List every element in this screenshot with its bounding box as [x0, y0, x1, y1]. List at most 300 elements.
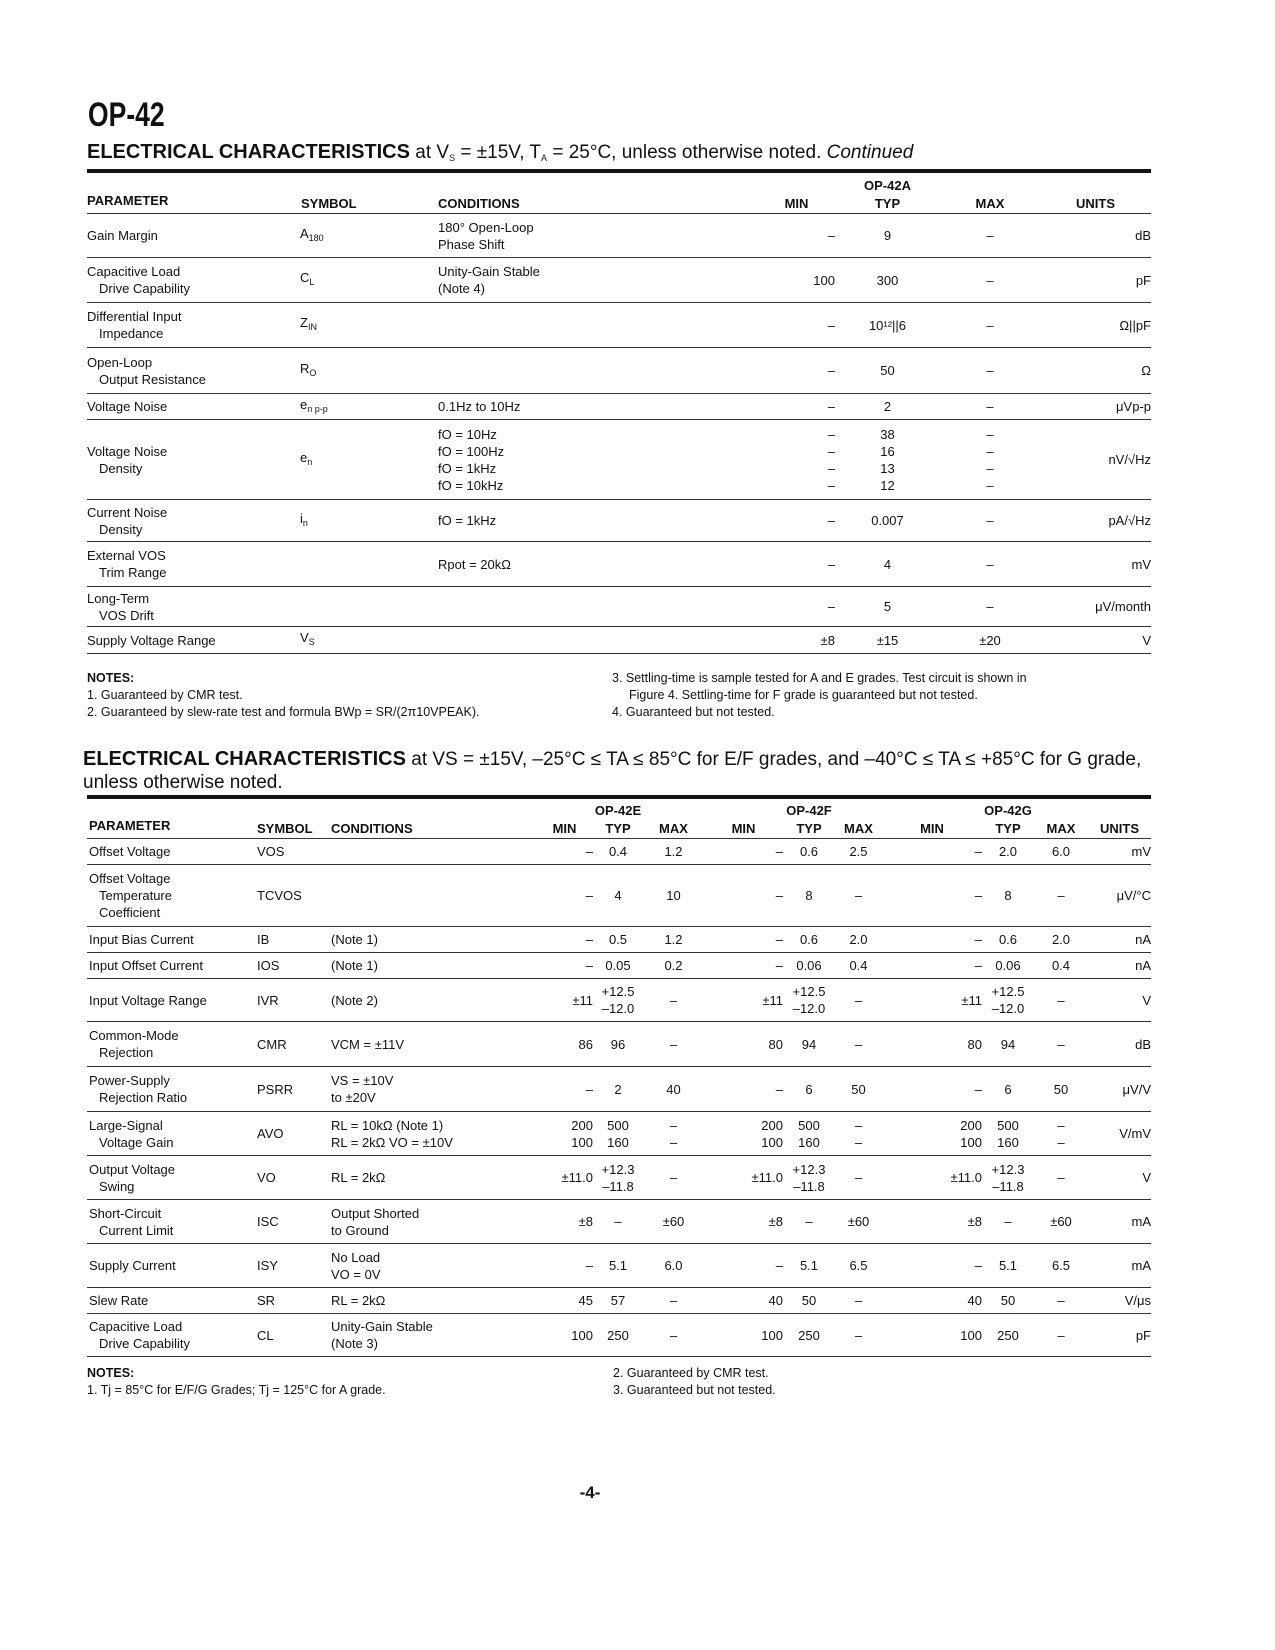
- max-f-cell-line: 2.0: [849, 932, 868, 947]
- parameter-line: Output Voltage: [89, 1161, 176, 1177]
- condition-line: (Note 4): [438, 281, 485, 296]
- units-cell: nA: [1088, 953, 1151, 979]
- max-g-cell-line: 0.4: [1051, 958, 1071, 973]
- parameter-line: Offset Voltage: [89, 871, 171, 886]
- conditions-cell: [438, 258, 758, 303]
- conditions-cell-line: Unity-Gain Stable: [331, 1319, 433, 1334]
- conditions-cell: [331, 1022, 536, 1067]
- conditions-cell-line: VO = 0V: [331, 1266, 381, 1282]
- min-cell: –: [758, 394, 835, 420]
- symbol-cell: CL: [257, 1314, 331, 1357]
- typ-e-cell-line: –: [614, 1214, 622, 1229]
- units-cell: mV: [1040, 542, 1151, 587]
- min-f-cell-line: –: [775, 932, 783, 947]
- parameter-line: Offset Voltage: [89, 844, 171, 859]
- min-f-cell: [704, 953, 783, 979]
- max-cell: –: [940, 542, 1040, 587]
- note-3-cont: Figure 4. Settling-time for F grade is guaranteed but not tested.: [629, 688, 978, 702]
- typ-e-cell-line: 4: [614, 888, 622, 903]
- header-typ-f: TYP: [783, 818, 835, 839]
- min-f-cell: [704, 979, 783, 1022]
- parameter-cell: [87, 542, 300, 587]
- max-f-cell-line: –: [854, 1117, 863, 1133]
- header-parameter: PARAMETER: [87, 193, 300, 214]
- header-min: MIN: [758, 193, 835, 214]
- section1-cond-s: S: [449, 153, 456, 163]
- typ-e-cell-line: 0.4: [608, 844, 628, 859]
- typ-cell: 300: [835, 258, 940, 303]
- min-cell-line: –: [827, 460, 835, 476]
- header-conditions: CONDITIONS: [331, 818, 536, 839]
- symbol-cell: AVO: [257, 1112, 331, 1156]
- symbol: $i_n$: [300, 510, 308, 528]
- table-row: [87, 542, 1151, 587]
- typ-cell-line: 16: [880, 443, 895, 459]
- max-cell-line: –: [986, 460, 994, 476]
- op42efg-spec-table: [87, 803, 1151, 1357]
- parameter-line: Power-Supply: [89, 1073, 170, 1088]
- parameter-cell: [87, 258, 300, 303]
- max-f-cell-line: 0.4: [849, 958, 868, 973]
- units-cell: Ω||pF: [1040, 303, 1151, 348]
- table-row: [87, 1200, 1151, 1244]
- typ-f-cell-line: +12.5: [792, 984, 826, 999]
- parameter-line: Capacitive Load: [87, 264, 181, 279]
- section1-title: [87, 141, 913, 164]
- typ-g-cell: [982, 1244, 1034, 1288]
- units-cell: μV/month: [1040, 587, 1151, 627]
- max-g-cell: [1034, 1112, 1088, 1156]
- parameter-line: Current Limit: [99, 1222, 174, 1238]
- min-f-cell: [704, 839, 783, 865]
- max-e-cell-line: 40: [666, 1081, 681, 1097]
- parameter-cell: [87, 303, 300, 348]
- max-e-cell-line: –: [669, 1170, 678, 1185]
- symbol: $C_L$: [300, 270, 315, 287]
- max-g-cell-line: –: [1057, 1036, 1065, 1052]
- typ-g-cell-line: 160: [997, 1134, 1019, 1150]
- min-g-cell: [882, 953, 982, 979]
- typ-e-cell: [593, 1244, 643, 1288]
- min-g-cell-line: ±8: [967, 1214, 982, 1229]
- typ-e-cell: [593, 953, 643, 979]
- typ-g-cell-line: 0.06: [995, 958, 1021, 973]
- conditions-cell: [438, 214, 758, 258]
- table-header-row: [87, 193, 1151, 214]
- conditions-cell: [331, 1067, 536, 1112]
- typ-cell-line: 38: [880, 426, 895, 442]
- max-cell: –: [940, 394, 1040, 420]
- parameter-line: Swing: [99, 1178, 135, 1194]
- conditions-cell: [438, 500, 758, 542]
- max-g-cell-line: 50: [1053, 1081, 1069, 1097]
- table-row: [87, 1244, 1151, 1288]
- units-cell: μV/°C: [1088, 865, 1151, 927]
- min-e-cell: [536, 839, 593, 865]
- min-cell: –: [758, 542, 835, 587]
- symbol-cell: [300, 258, 438, 303]
- min-g-cell: [882, 865, 982, 927]
- parameter-line: Impedance: [99, 326, 164, 341]
- symbol: $A_{180}$: [300, 225, 324, 243]
- parameter-cell: [87, 979, 257, 1022]
- conditions-cell-line: VCM = ±11V: [331, 1036, 405, 1052]
- symbol-cell: [300, 394, 438, 420]
- max-f-cell: [835, 1067, 882, 1112]
- min-f-cell-line: –: [775, 844, 783, 859]
- typ-f-cell: [783, 865, 835, 927]
- min-g-cell: [882, 1022, 982, 1067]
- max-f-cell: [835, 1200, 882, 1244]
- typ-g-cell: [982, 1200, 1034, 1244]
- min-f-cell-line: –: [775, 958, 783, 973]
- max-f-cell-line: –: [854, 1134, 863, 1150]
- units-cell: pF: [1040, 258, 1151, 303]
- section2-cond: at VS = ±15V, –25°C ≤ TA ≤ 85°C for E/F grades, and –40°C ≤ TA ≤ +85°C for G grade,: [405, 749, 1142, 770]
- max-e-cell: [643, 1022, 704, 1067]
- parameter-cell: [87, 348, 300, 394]
- min-cell: –: [758, 214, 835, 258]
- typ-f-cell: [783, 1156, 835, 1200]
- header-symbol: SYMBOL: [300, 193, 438, 214]
- header-conditions: CONDITIONS: [438, 193, 758, 214]
- typ-e-cell: [593, 1022, 643, 1067]
- conditions-cell-line: fO = 100Hz: [438, 443, 505, 459]
- typ-g-cell-line: 2.0: [998, 844, 1018, 859]
- max-g-cell-line: –: [1057, 1134, 1065, 1150]
- note-1: 1. Guaranteed by CMR test.: [87, 688, 243, 702]
- max-cell-line: –: [986, 426, 994, 442]
- max-e-cell: [643, 865, 704, 927]
- typ-f-cell-line: +12.3: [792, 1161, 826, 1177]
- max-g-cell-line: 6.5: [1051, 1258, 1071, 1273]
- max-f-cell: [835, 1156, 882, 1200]
- typ-cell: 10¹²||6: [835, 303, 940, 348]
- typ-cell: [835, 420, 940, 500]
- parameter-line: Long-Term: [87, 590, 150, 606]
- min-cell-line: –: [827, 426, 835, 442]
- max-f-cell-line: –: [854, 888, 863, 903]
- parameter-line: Voltage Noise: [87, 443, 168, 459]
- parameter-line: Input Offset Current: [89, 958, 203, 973]
- symbol-cell: [300, 420, 438, 500]
- header-typ-e: TYP: [593, 818, 643, 839]
- symbol-cell: [300, 303, 438, 348]
- table-row: [87, 927, 1151, 953]
- parameter-line: Drive Capability: [99, 281, 191, 296]
- units-cell: pF: [1088, 1314, 1151, 1357]
- symbol-cell: VO: [257, 1156, 331, 1200]
- max-f-cell: [835, 1244, 882, 1288]
- conditions-cell: [331, 1244, 536, 1288]
- parameter-line: Rejection Ratio: [99, 1090, 188, 1105]
- min-g-cell: [882, 979, 982, 1022]
- parameter-cell: [87, 927, 257, 953]
- min-g-cell-line: 200: [960, 1117, 982, 1133]
- max-e-cell-line: 0.2: [664, 958, 683, 973]
- typ-g-cell-line: 250: [997, 1327, 1019, 1343]
- header-units: UNITS: [1088, 818, 1151, 839]
- typ-cell: 50: [835, 348, 940, 394]
- note-tj: 1. Tj = 85°C for E/F/G Grades; Tj = 125°C for A grade.: [87, 1383, 386, 1397]
- typ-f-cell-line: –11.8: [793, 1178, 825, 1194]
- symbol-cell: IVR: [257, 979, 331, 1022]
- conditions-cell: [331, 1156, 536, 1200]
- conditions-cell: [438, 394, 758, 420]
- table-group-row: [87, 176, 1151, 193]
- symbol-cell: [300, 500, 438, 542]
- table-row: [87, 1112, 1151, 1156]
- symbol: $e_n$: [300, 449, 313, 467]
- max-e-cell-line: –: [669, 1117, 678, 1133]
- symbol-cell: ISY: [257, 1244, 331, 1288]
- units-cell: pA/√Hz: [1040, 500, 1151, 542]
- header-min-e: MIN: [536, 818, 593, 839]
- typ-e-cell-line: 96: [610, 1036, 626, 1052]
- conditions-cell: [438, 542, 758, 587]
- min-e-cell-line: 100: [571, 1327, 593, 1343]
- conditions-cell: [331, 839, 536, 865]
- section2-notes-left: [87, 1365, 386, 1399]
- symbol: $R_O$: [300, 360, 317, 378]
- min-g-cell: [882, 1112, 982, 1156]
- max-cell: –: [940, 348, 1040, 394]
- max-f-cell-line: –: [854, 1036, 863, 1052]
- typ-g-cell-line: 5.1: [998, 1258, 1018, 1273]
- max-g-cell: [1034, 1288, 1088, 1314]
- min-e-cell: [536, 1112, 593, 1156]
- typ-g-cell: [982, 1067, 1034, 1112]
- max-e-cell: [643, 979, 704, 1022]
- typ-f-cell: [783, 1112, 835, 1156]
- header-units: UNITS: [1040, 193, 1151, 214]
- typ-f-cell: [783, 927, 835, 953]
- max-f-cell: [835, 865, 882, 927]
- max-g-cell: [1034, 1200, 1088, 1244]
- max-cell-line: –: [986, 477, 994, 493]
- typ-f-cell-line: 5.1: [799, 1258, 819, 1273]
- min-f-cell: [704, 1112, 783, 1156]
- parameter-line: Open-Loop: [87, 354, 153, 370]
- parameter-cell: [87, 587, 300, 627]
- max-e-cell-line: ±60: [662, 1214, 685, 1229]
- max-e-cell-line: –: [669, 1327, 678, 1343]
- min-e-cell: [536, 1022, 593, 1067]
- units-cell: Ω: [1040, 348, 1151, 394]
- typ-g-cell-line: –: [1004, 1214, 1012, 1229]
- typ-e-cell: [593, 865, 643, 927]
- op42a-spec-table: [87, 176, 1151, 654]
- min-cell: –: [758, 587, 835, 627]
- min-f-cell: [704, 865, 783, 927]
- max-f-cell-line: 2.5: [849, 844, 868, 859]
- group-label: OP-42A: [864, 178, 911, 193]
- typ-f-cell: [783, 979, 835, 1022]
- table-row: [87, 1067, 1151, 1112]
- section1-cond-at: at V: [415, 142, 450, 163]
- max-e-cell: [643, 1200, 704, 1244]
- symbol-cell: ISC: [257, 1200, 331, 1244]
- min-e-cell: [536, 953, 593, 979]
- max-f-cell-line: –: [854, 1170, 863, 1185]
- symbol-cell: TCVOS: [257, 865, 331, 927]
- min-e-cell-line: –: [585, 958, 593, 973]
- table-row: [87, 979, 1151, 1022]
- typ-g-cell: [982, 1314, 1034, 1357]
- section2-rule: [87, 795, 1151, 799]
- max-f-cell-line: ±60: [847, 1214, 870, 1229]
- typ-g-cell: [982, 1112, 1034, 1156]
- typ-f-cell-line: 94: [801, 1036, 817, 1052]
- typ-f-cell: [783, 1022, 835, 1067]
- max-e-cell: [643, 1112, 704, 1156]
- typ-g-cell-line: 8: [1004, 888, 1012, 903]
- table-row: [87, 1314, 1151, 1357]
- units-cell: V/μs: [1088, 1288, 1151, 1314]
- conditions-cell-line: fO = 1kHz: [438, 460, 497, 476]
- typ-g-cell: [982, 1156, 1034, 1200]
- typ-e-cell: [593, 927, 643, 953]
- min-g-cell-line: –: [974, 888, 982, 903]
- min-g-cell: [882, 1314, 982, 1357]
- parameter-line: Coefficient: [99, 905, 161, 920]
- header-max: MAX: [940, 193, 1040, 214]
- min-g-cell: [882, 1244, 982, 1288]
- parameter-line: Rejection: [99, 1045, 154, 1060]
- conditions-cell: [438, 587, 758, 627]
- conditions-cell-line: Output Shorted: [331, 1205, 420, 1221]
- parameter-cell: [87, 500, 300, 542]
- typ-f-cell-line: 0.6: [799, 844, 819, 859]
- conditions-cell-line: No Load: [331, 1249, 381, 1265]
- max-g-cell: [1034, 1314, 1088, 1357]
- typ-e-cell: [593, 1067, 643, 1112]
- typ-e-cell-line: 5.1: [608, 1258, 628, 1273]
- max-f-cell-line: –: [854, 1327, 863, 1343]
- min-f-cell: [704, 1244, 783, 1288]
- min-f-cell: [704, 1156, 783, 1200]
- conditions-cell-line: (Note 2): [331, 992, 378, 1008]
- max-g-cell-line: –: [1057, 992, 1065, 1008]
- max-e-cell-line: 1.2: [664, 844, 683, 859]
- note-2: 2. Guaranteed by slew-rate test and formula BWp = SR/(2π10VPEAK).: [87, 705, 480, 719]
- min-f-cell: [704, 1200, 783, 1244]
- symbol-cell: [300, 587, 438, 627]
- max-e-cell: [643, 953, 704, 979]
- units-cell: dB: [1088, 1022, 1151, 1067]
- conditions-cell-line: to ±20V: [331, 1090, 376, 1105]
- conditions-cell: [331, 927, 536, 953]
- parameter-line: Voltage Noise: [87, 399, 168, 414]
- units-cell: V: [1088, 979, 1151, 1022]
- min-cell: ±8: [758, 627, 835, 654]
- conditions-cell-line: fO = 10Hz: [438, 426, 497, 442]
- max-g-cell: [1034, 979, 1088, 1022]
- min-g-cell: [882, 839, 982, 865]
- min-e-cell-line: –: [585, 932, 593, 947]
- min-cell: –: [758, 303, 835, 348]
- typ-g-cell-line: 6: [1004, 1081, 1012, 1097]
- conditions-cell: [438, 420, 758, 500]
- typ-e-cell: [593, 1314, 643, 1357]
- typ-g-cell: [982, 1022, 1034, 1067]
- min-f-cell: [704, 927, 783, 953]
- parameter-line: Short-Circuit: [89, 1205, 162, 1221]
- header-typ-g: TYP: [982, 818, 1034, 839]
- parameter-line: Differential Input: [87, 309, 182, 324]
- typ-g-cell-line: –12.0: [991, 1001, 1025, 1016]
- max-cell: –: [940, 258, 1040, 303]
- section2-title: [83, 748, 1141, 794]
- table-row: [87, 420, 1151, 500]
- parameter-cell: [87, 1022, 257, 1067]
- parameter-cell: [87, 1244, 257, 1288]
- parameter-line: Input Bias Current: [89, 932, 194, 947]
- max-f-cell-line: –: [854, 1293, 863, 1308]
- units-cell: V: [1040, 627, 1151, 654]
- conditions-cell: [331, 1112, 536, 1156]
- min-cell-line: –: [827, 443, 835, 459]
- conditions-cell-line: RL = 2kΩ: [331, 1170, 386, 1185]
- parameter-line: Input Voltage Range: [89, 992, 207, 1008]
- typ-f-cell-line: 8: [805, 888, 813, 903]
- typ-f-cell-line: 0.6: [799, 932, 819, 947]
- min-cell: 100: [758, 258, 835, 303]
- header-min-g: MIN: [882, 818, 982, 839]
- max-cell: ±20: [940, 627, 1040, 654]
- typ-g-cell-line: +12.3: [991, 1161, 1025, 1177]
- section2-cond2: unless otherwise noted.: [83, 772, 283, 793]
- max-f-cell: [835, 979, 882, 1022]
- typ-e-cell-line: 500: [607, 1117, 629, 1133]
- min-f-cell-line: 80: [768, 1036, 783, 1052]
- typ-f-cell-line: 0.06: [796, 958, 822, 973]
- min-e-cell-line: 86: [578, 1036, 593, 1052]
- table-row: [87, 627, 1151, 654]
- max-g-cell: [1034, 1022, 1088, 1067]
- symbol-cell: [300, 627, 438, 654]
- table-row: [87, 348, 1151, 394]
- min-e-cell-line: 100: [571, 1134, 593, 1150]
- max-e-cell-line: –: [669, 1134, 678, 1150]
- typ-f-cell: [783, 953, 835, 979]
- typ-e-cell: [593, 1288, 643, 1314]
- typ-f-cell-line: –: [805, 1214, 813, 1229]
- units-cell: nA: [1088, 927, 1151, 953]
- table-row: [87, 394, 1151, 420]
- section1-notes-right: [612, 670, 1027, 721]
- max-g-cell: [1034, 953, 1088, 979]
- section1-cond-mid: = ±15V, T: [455, 142, 542, 163]
- min-g-cell-line: 40: [967, 1293, 982, 1308]
- min-e-cell: [536, 1200, 593, 1244]
- symbol-cell: [300, 542, 438, 587]
- section2-notes-right: [613, 1365, 776, 1399]
- typ-e-cell-line: +12.3: [601, 1161, 635, 1177]
- max-g-cell: [1034, 1067, 1088, 1112]
- units-cell: mA: [1088, 1244, 1151, 1288]
- conditions-cell: [331, 953, 536, 979]
- max-f-cell: [835, 927, 882, 953]
- parameter-cell: [87, 839, 257, 865]
- conditions-cell-line: fO = 10kHz: [438, 477, 504, 493]
- max-f-cell-line: 6.5: [849, 1258, 868, 1273]
- symbol: $Z_{IN}$: [300, 315, 317, 332]
- min-f-cell-line: 40: [768, 1293, 783, 1308]
- typ-f-cell-line: –12.0: [792, 1001, 826, 1016]
- typ-e-cell-line: –11.8: [602, 1178, 634, 1194]
- conditions-cell-line: VS = ±10V: [331, 1073, 394, 1088]
